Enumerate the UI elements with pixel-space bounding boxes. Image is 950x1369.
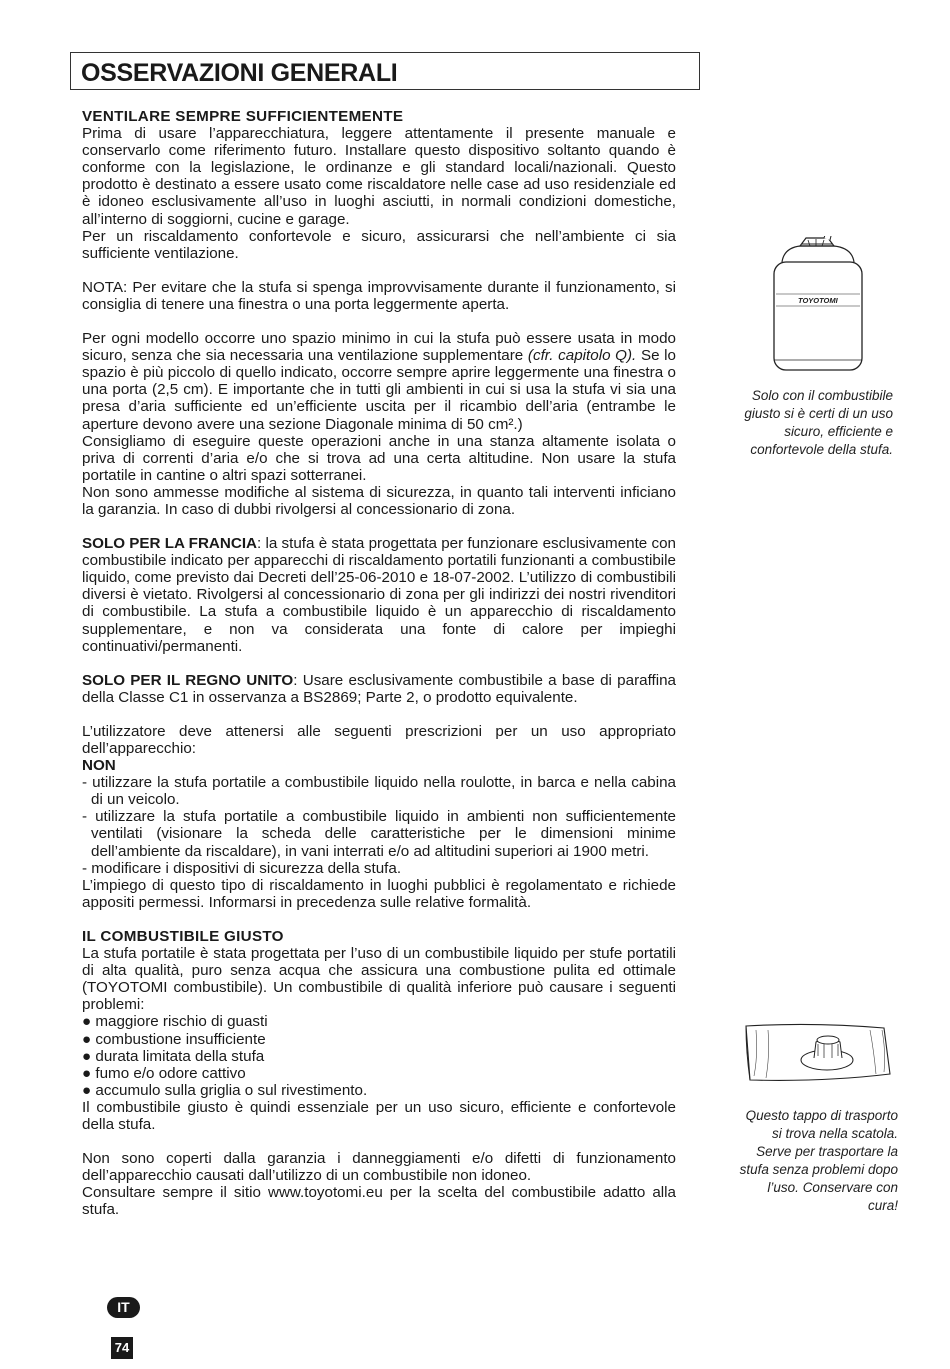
- regno-unito-label: SOLO PER IL REGNO UNITO: [82, 671, 294, 689]
- francia-text: : la stufa è stata progettata per funzionare esclusivamente con combustibile indicato per apparecchi di riscaldamento portatili funzionanti a combustibile liquido, come previsto dai Decreti dell’25-06-2010 e 18-07-2002. L’utilizzo di combustibili diversi è vietato. Rivolgersi al concessionario di zona per gli indirizzi dei nostri rivenditori di combustibile. La stufa a combustibile liquido è un apparecchio di riscaldamento supplementare, e non va considerata una fonte di calore per impieghi continuativi/permanenti.: [82, 535, 676, 655]
- francia-paragraph: [82, 535, 676, 655]
- ventilare-p3a: Per ogni modello occorre uno spazio minimo in cui la stufa può essere usata in modo sicuro, senza che sia necessaria una ventilazione supplementare: [82, 330, 676, 365]
- prescrizioni-item: - utilizzare la stufa portatile a combustibile liquido nella roulotte, in barca e nella cabina di un veicolo.: [82, 774, 676, 809]
- side-caption-fuel: Solo con il combustibile giusto si è certi di un uso sicuro, efficiente e confortevole della stufa.: [744, 388, 893, 457]
- combustibile-bullet: ● combustione insufficiente: [82, 1030, 266, 1048]
- combustibile-p2: Il combustibile giusto è quindi essenziale per un uso sicuro, efficiente e confortevole della stufa.: [82, 1098, 676, 1133]
- prescrizioni-non: NON: [82, 757, 116, 775]
- combustibile-bullet: ● fumo e/o odore cattivo: [82, 1064, 246, 1082]
- ventilare-p4: Consigliamo di eseguire queste operazioni anche in una stanza altamente isolata o priva di correnti d’aria e/o che si trova ad una certa altitudine. Non usare la stufa portatile in cantine o altri spazi sotterranei.: [82, 432, 676, 484]
- combustibile-bullet: ● durata limitata della stufa: [82, 1047, 265, 1065]
- page-title: OSSERVAZIONI GENERALI: [81, 59, 398, 87]
- main-text: [82, 108, 676, 1218]
- page-number: 74: [111, 1337, 133, 1359]
- prescrizioni-outro: L’impiego di questo tipo di riscaldamento in luoghi pubblici è regolamentato e richiede appositi permessi. Informarsi in precedenza sulle relative formalità.: [82, 876, 676, 911]
- prescrizioni-intro: L’utilizzatore deve attenersi alle seguenti prescrizioni per un uso appropriato dell’apparecchio:: [82, 722, 676, 757]
- combustibile-heading: IL COMBUSTIBILE GIUSTO: [82, 927, 284, 945]
- combustibile-bullet: ● maggiore rischio di guasti: [82, 1013, 268, 1031]
- ventilare-p5: Non sono ammesse modifiche al sistema di sicurezza, in quanto tali interventi inficiano la garanzia. In caso di dubbi rivolgersi al concessionario di zona.: [82, 483, 676, 518]
- capitolo-ref: (cfr. capitolo Q).: [527, 347, 637, 365]
- combustibile-p4: Consultare sempre il sitio www.toyotomi.eu per la scelta del combustibile adatto alla stufa.: [82, 1184, 676, 1219]
- title-box: [70, 52, 700, 90]
- ventilare-heading: VENTILARE SEMPRE SUFFICIENTEMENTE: [82, 108, 404, 125]
- combustibile-p1: La stufa portatile è stata progettata per l’uso di un combustibile liquido per stufe portatili di alta qualità, puro senza acqua che assicura una combustione pulita ed ottimale (TOYOTOMI combustibile). Un combustibile di qualità inferiore può causare i seguenti problemi:: [82, 945, 676, 1014]
- combustibile-bullet: ● accumulo sulla griglia o sul rivestimento.: [82, 1081, 368, 1099]
- francia-label: SOLO PER LA FRANCIA: [82, 535, 258, 553]
- ventilare-p3: [82, 330, 676, 433]
- nota-paragraph: NOTA: Per evitare che la stufa si spenga improvvisamente durante il funzionamento, si consiglia di tenere una finestra o una porta leggermente aperta.: [82, 278, 676, 313]
- side-caption-cap: Questo tappo di trasporto si trova nella scatola. Serve per trasportare la stufa senza problemi dopo l’uso. Conservare con cura!: [739, 1108, 898, 1213]
- prescrizioni-item: - modificare i dispositivi di sicurezza della stufa.: [82, 859, 402, 877]
- ventilare-p2: Per un riscaldamento confortevole e sicuro, assicurarsi che nell’ambiente ci sia sufficiente ventilazione.: [82, 227, 676, 262]
- language-badge: IT: [107, 1297, 140, 1318]
- can-brand-label: TOYOTOMI: [798, 296, 838, 305]
- ventilare-p3b: Se lo spazio è più piccolo di quello indicato, occorre sempre aprire leggermente una finestra o una porta (2,5 cm). E importante che in tutti gli ambienti in cui si usa la stufa vi sia una presa d’aria sufficiente ed un’efficiente uscita per il ricambio dell’aria (entrambe le aperture devono avere una sezione Diagonale minima di 50 cm².): [82, 347, 677, 433]
- transport-cap-illustration: [744, 1022, 894, 1084]
- prescrizioni-item: - utilizzare la stufa portatile a combustibile liquido in ambienti non sufficientemente ventilati (visionare la scheda delle caratteristiche per le dimensioni minime dell’ambiente da riscaldare), in vani interrati e/o ad altitudini superiori ai 1900 metri.: [82, 808, 676, 860]
- regno-unito-paragraph: [82, 672, 676, 706]
- combustibile-p3: Non sono coperti dalla garanzia i danneggiamenti e/o difetti di funzionamento dell’apparecchio causati dall’utilizzo di un combustibile non idoneo.: [82, 1150, 676, 1185]
- ventilare-p1: Prima di usare l’apparecchiatura, leggere attentamente il presente manuale e conservarlo come riferimento futuro. Installare questo dispositivo soltanto quando è conforme con la legislazione, le ordinanze e gli standard locali/nazionali. Questo prodotto è destinato a essere usato come riscaldatore nelle case ad uso residenziale ed è idoneo esclusivamente all’uso in luoghi asciutti, in normali condizioni domestiche, all’interno di soggiorni, cucine e garage.: [82, 125, 676, 228]
- regno-unito-text: : Usare esclusivamente combustibile a base di paraffina della Classe C1 in osservanza a BS2869; Parte 2, o prodotto equivalente.: [82, 671, 677, 706]
- fuel-can-illustration: [766, 236, 870, 376]
